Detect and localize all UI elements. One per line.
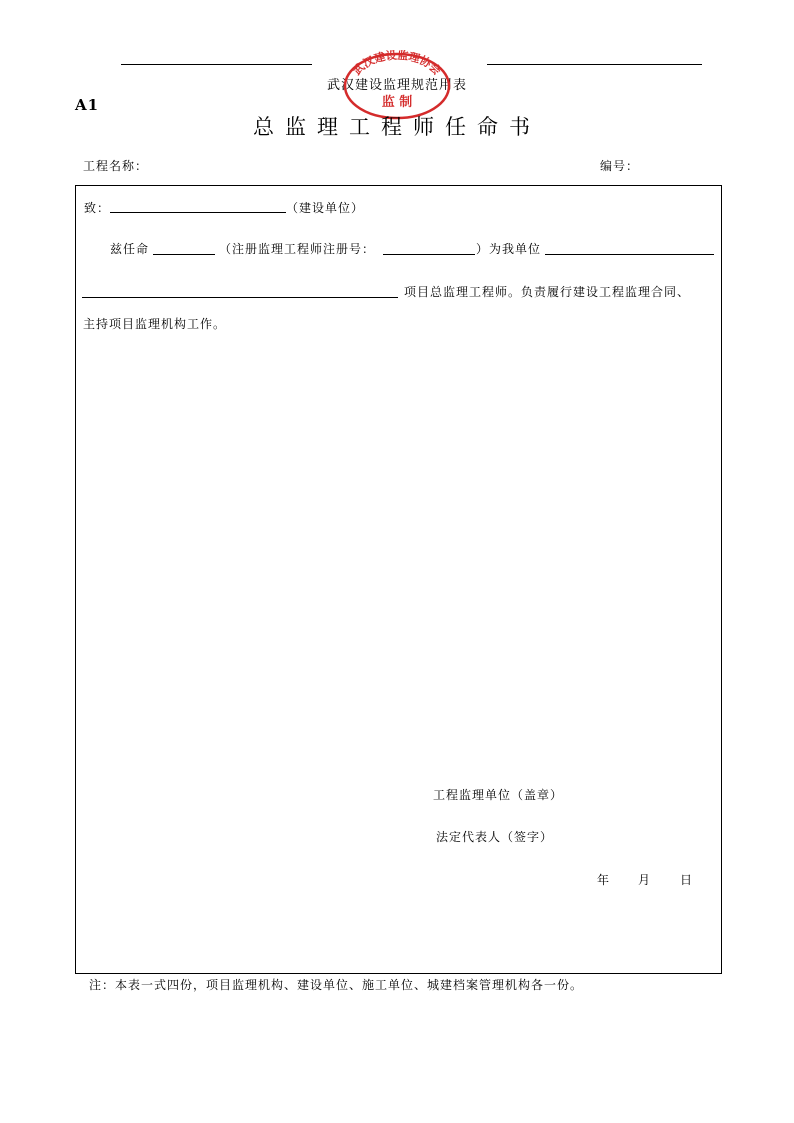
project-role-text: 项目总监理工程师。负责履行建设工程监理合同、 [404,285,691,299]
to-suffix: （建设单位） [286,201,365,215]
document-title: 总监理工程师任命书 [253,115,541,139]
header-right-rule [487,64,702,65]
supervision-unit-blank[interactable] [545,254,714,255]
header-title: 武汉建设监理规范用表 [326,78,467,93]
form-content-box [75,185,722,974]
date-month-label: 月 [638,873,652,887]
supervision-unit-seal-label: 工程监理单位（盖章） [433,788,564,802]
stamp-seal-icon [340,50,454,120]
reg-no-label: （注册监理工程师注册号： [219,242,376,256]
form-code: A1 [75,96,100,114]
appointee-name-blank[interactable] [153,254,215,255]
appoint-prefix: 兹任命 [110,242,150,256]
header-left-rule [121,64,312,65]
stamp-arc-text: 武汉建设监理协会 [350,50,444,78]
footer-note: 注：本表一式四份，项目监理机构、建设单位、施工单位、城建档案管理机构各一份。 [89,978,584,992]
date-year-label: 年 [597,873,611,887]
number-label: 编号： [600,159,640,173]
to-label: 致： [84,201,111,215]
registration-number-blank[interactable] [383,254,475,255]
legal-representative-label: 法定代表人（签字） [436,830,554,844]
for-unit-label: ）为我单位 [476,242,542,256]
responsibility-text: 主持项目监理机构工作。 [83,317,227,331]
date-day-label: 日 [680,873,694,887]
project-name-label: 工程名称： [83,159,149,173]
stamp-center-text: 监 制 [381,95,413,110]
project-name-blank[interactable] [82,297,398,298]
supervision-stamp [340,50,454,120]
client-unit-blank[interactable] [110,212,286,213]
